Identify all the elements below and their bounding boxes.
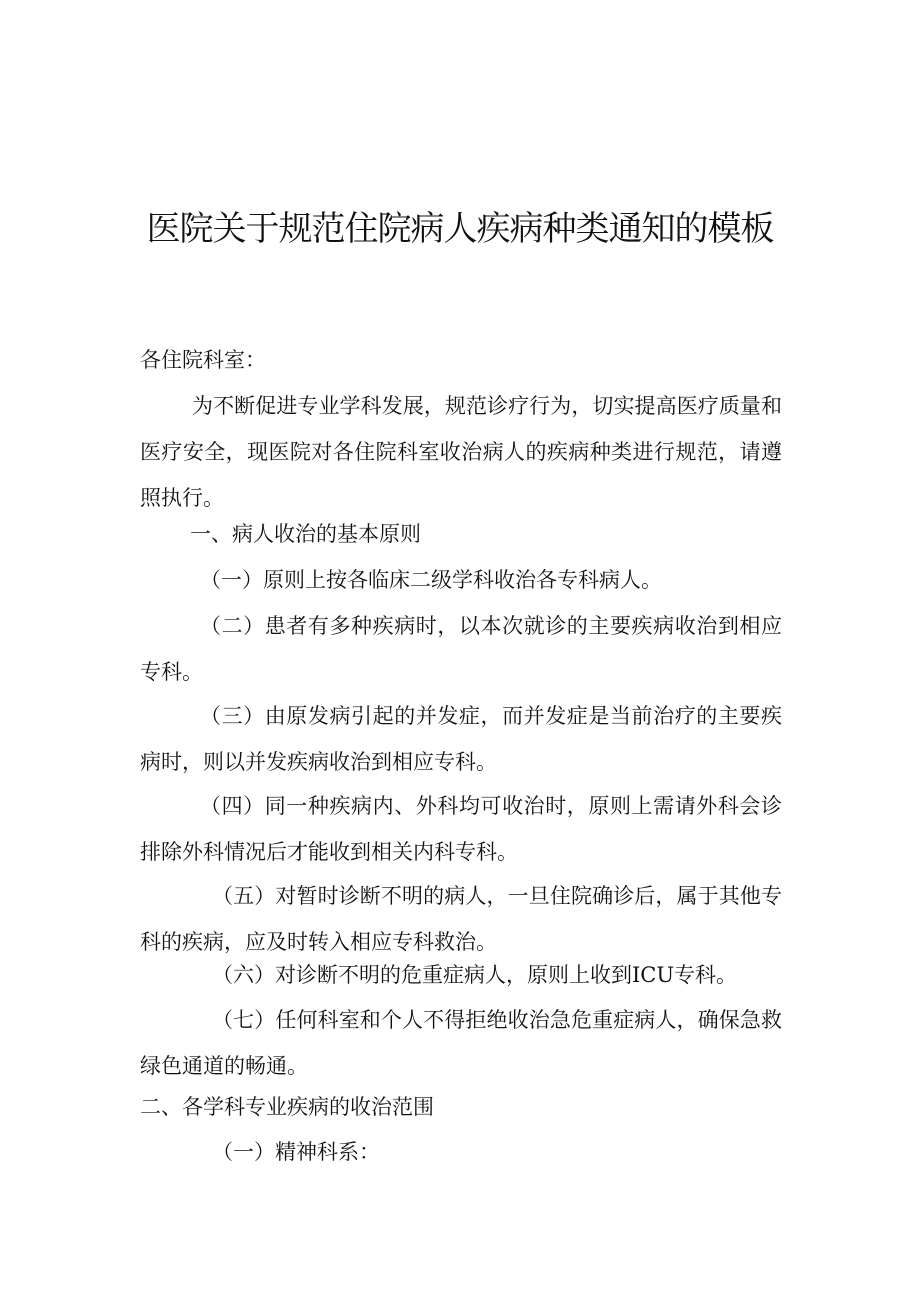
scope-item-1: （一）精神科系： [212, 1140, 380, 1164]
principle-item-7: （七）任何科室和个人不得拒绝收治急危重症病人，确保急救绿色通道的畅通。 [140, 1008, 782, 1078]
principle-item-4: （四）同一种疾病内、外科均可收治时，原则上需请外科会诊排除外科情况后才能收到相关内科专科。 [140, 794, 782, 864]
document-title: 医院关于规范住院病人疾病种类通知的模板 [146, 209, 774, 249]
salutation: 各住院科室： [140, 348, 266, 372]
principle-item-6: （六）对诊断不明的危重症病人，原则上收到ICU专科。 [212, 963, 738, 987]
principle-item-3: （三）由原发病引起的并发症，而并发症是当前治疗的主要疾病时，则以并发疾病收治到相应专科。 [140, 704, 782, 774]
principle-item-5: （五）对暂时诊断不明的病人，一旦住院确诊后，属于其他专科的疾病，应及时转入相应专科救治。 [140, 884, 782, 954]
intro-paragraph: 为不断促进专业学科发展，规范诊疗行为，切实提高医疗质量和医疗安全，现医院对各住院科室收治病人的疾病种类进行规范，请遵照执行。 [140, 394, 782, 510]
principle-item-1: （一）原则上按各临床二级学科收治各专科病人。 [200, 568, 662, 592]
principle-item-2: （二）患者有多种疾病时，以本次就诊的主要疾病收治到相应专科。 [140, 614, 782, 684]
section-heading-principles: 一、病人收治的基本原则 [190, 522, 421, 546]
section-heading-scope: 二、各学科专业疾病的收治范围 [140, 1095, 434, 1119]
